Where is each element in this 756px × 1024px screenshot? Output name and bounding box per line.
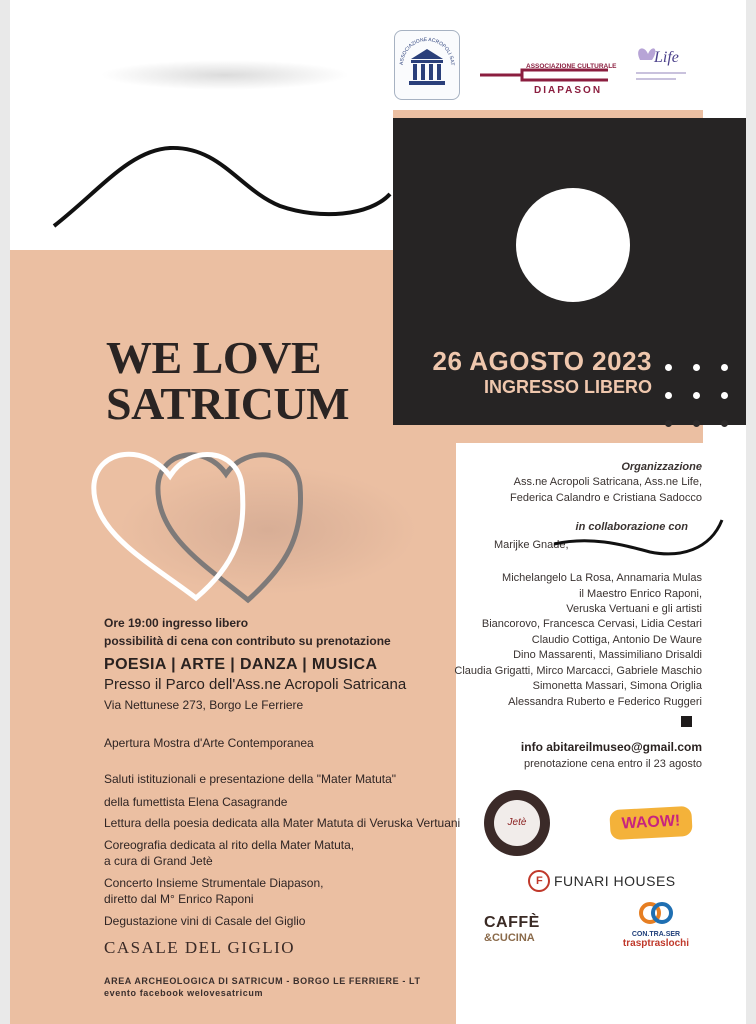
wavy-line-small-decoration [550, 514, 730, 562]
collaborator-line: Claudio Cottiga, Antonio De Waure [531, 634, 702, 646]
cucina-logo-text: &CUCINA [484, 932, 535, 944]
funari-houses-logo: FUNARI HOUSES [554, 873, 676, 889]
peach-accent-strip-lower [393, 425, 703, 443]
life-logo [630, 38, 692, 92]
collaborator-line: Michelangelo La Rosa, Annamaria Mulas [502, 572, 702, 584]
diapason-logo-name: DIAPASON [534, 85, 603, 96]
collaborator-line: Dino Massarenti, Massimiliano Drisaldi [513, 649, 702, 661]
collaborator-line: Alessandra Ruberto e Federico Ruggeri [508, 696, 702, 708]
contraser-logo-text: CON.TRA.SER [631, 931, 681, 938]
jete-logo-text: Jetè [507, 817, 527, 828]
collaborator-line: Claudia Grigatti, Mirco Marcacci, Gabriele Maschio [454, 665, 702, 677]
booking-deadline: prenotazione cena entro il 23 agosto [524, 758, 702, 770]
program-item: Lettura della poesia dedicata alla Mater Matuta di Veruska Vertuani [104, 816, 461, 830]
event-title-line1: WE LOVE [106, 332, 322, 383]
disciplines-headline: POESIA | ARTE | DANZA | MUSICA [104, 656, 378, 673]
address-line: Via Nettunese 273, Borgo Le Ferriere [104, 698, 304, 712]
collaboration-label: in collaborazione con [575, 521, 688, 533]
white-circle [516, 188, 630, 302]
waow-logo [609, 806, 692, 840]
venue-line: Presso il Parco dell'Ass.ne Acropoli Satricana [104, 676, 407, 693]
life-logo-text: Life [654, 49, 679, 66]
program-item: a cura di Grand Jetè [104, 854, 213, 868]
footer-location: AREA ARCHEOLOGICA DI SATRICUM - BORGO LE FERRIERE - LT [104, 976, 421, 986]
acropoli-logo [394, 30, 460, 100]
diapason-logo [478, 42, 618, 100]
program-item: diretto dal M° Enrico Raponi [104, 892, 254, 906]
program-item: della fumettista Elena Casagrande [104, 795, 288, 809]
wavy-line-decoration [50, 130, 410, 240]
dinner-line: possibilità di cena con contributo su prenotazione [104, 634, 391, 648]
program-item: Coreografia dedicata al rito della Mater Matuta, [104, 838, 355, 852]
contraser-icon [636, 900, 676, 926]
organization-label: Organizzazione [621, 461, 702, 473]
event-date: 26 AGOSTO 2023 [432, 346, 652, 376]
footer-facebook: evento facebook welovesatricum [104, 988, 264, 998]
traslochi-logo-text: trasptraslochi [622, 938, 690, 949]
contraser-logo [614, 900, 698, 949]
funari-icon: F [528, 870, 550, 892]
hearts-icon [86, 436, 336, 606]
jete-logo [484, 790, 550, 856]
collaborator-first: Marijke Gnade, [494, 539, 569, 551]
temple-icon [395, 31, 459, 99]
event-title-line2: SATRICUM [106, 378, 350, 429]
butterfly-icon [638, 48, 655, 60]
collaborator-line: Biancorovo, Francesca Cervasi, Lidia Cestari [481, 618, 702, 630]
dots-decoration [665, 364, 735, 434]
acropoli-logo-text: ASSOCIAZIONE ACROPOLI SAT [398, 36, 456, 66]
organization-line: Federica Calandro e Cristiana Sadocco [510, 492, 702, 504]
casale-del-giglio-logo: CASALE DEL GIGLIO [104, 938, 296, 957]
faded-header-text [100, 60, 350, 90]
program-item: Concerto Insieme Strumentale Diapason, [104, 876, 324, 890]
collaborator-line: il Maestro Enrico Raponi, [579, 588, 702, 600]
event-title [106, 332, 350, 429]
program-item: Degustazione vini di Casale del Giglio [104, 914, 306, 928]
time-line: Ore 19:00 ingresso libero [104, 616, 249, 630]
caffe-logo-text: CAFFÈ [484, 914, 540, 931]
organization-line: Ass.ne Acropoli Satricana, Ass.ne Life, [513, 476, 702, 488]
diapason-logo-subtitle: ASSOCIAZIONE CULTURALE [526, 63, 617, 70]
black-square-marker [681, 716, 692, 727]
event-poster [10, 0, 746, 1024]
collaborator-line: Veruska Vertuani e gli artisti [566, 603, 702, 615]
collaborator-line: Simonetta Massari, Simona Origlia [532, 680, 702, 692]
entry-info: INGRESSO LIBERO [483, 377, 652, 397]
contact-email: info abitareilmuseo@gmail.com [520, 740, 702, 754]
program-item: Saluti istituzionali e presentazione della "Mater Matuta" [104, 772, 397, 786]
waow-logo-text: WAOW! [621, 812, 681, 833]
caffe-cucina-logo [484, 914, 554, 944]
program-item: Apertura Mostra d'Arte Contemporanea [104, 736, 314, 750]
